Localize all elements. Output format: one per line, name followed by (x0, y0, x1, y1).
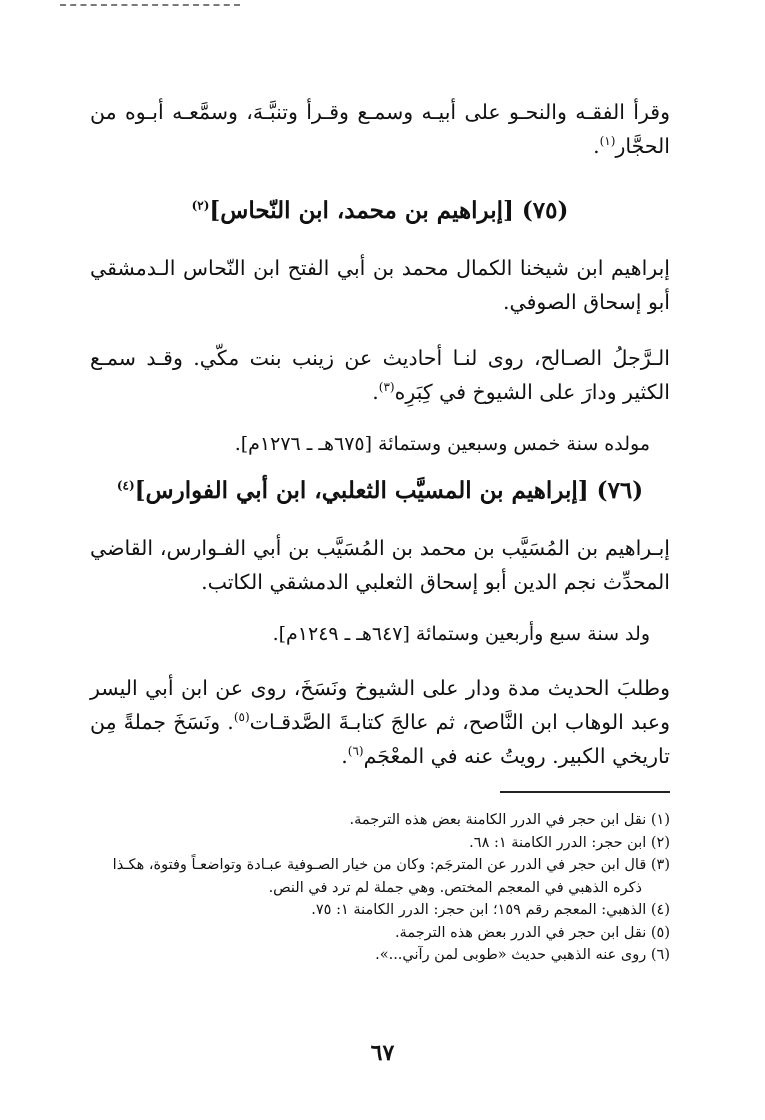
entry-76-bio-text-b: . ونَسَخَ جملةً مِن تاريخي الكبير. رويتُ عنه في المعْجَم (90, 710, 670, 768)
entry-75-birth: مولده سنة خمس وسبعين وستمائة [٦٧٥هـ ـ ١٢٧٦م]. (234, 433, 650, 455)
intro-paragraph (90, 95, 670, 163)
footnote-2: (٢) ابن حجر: الدرر الكامنة ١: ٦٨. (469, 834, 670, 851)
entry-76-bio-text-a: وطلبَ الحديث مدة ودار على الشيوخ ونَسَخَ، روى عن ابن أبي اليسر وعبد الوهاب ابن النَّاصح، ثم عالجَ كتابـةَ الصَّدقـات (90, 676, 670, 734)
intro-text: وقرأ الفقـه والنحـو على أبيـه وسمـع وقـرأ وتنبَّـهَ، وسمَّعـه أبـوه من الحجَّار (90, 100, 670, 158)
entry-75-title: (٧٥) [إبراهيم بن محمد، ابن النّحاس] (209, 197, 569, 224)
footnote-ref-1: (١) (599, 134, 616, 149)
page-body (90, 95, 670, 967)
footnote-ref-4: (٤) (116, 478, 135, 493)
page-number: ٦٧ (370, 1040, 395, 1066)
entry-75-bio-end: . (372, 380, 379, 404)
footnote-ref-2: (٢) (191, 198, 210, 213)
footnote-separator (500, 791, 670, 793)
footnote-ref-6: (٦) (347, 744, 364, 759)
intro-end: . (593, 134, 600, 158)
entry-76-bio-end: . (341, 744, 348, 768)
entry-76-title: (٧٦) [إبراهيم بن المسيَّب الثعلبي، ابن أبي الفوارس] (134, 477, 644, 504)
footnote-5: (٥) نقل ابن حجر في الدرر بعض هذه الترجمة. (394, 924, 670, 941)
entry-75-bio-paragraph (90, 341, 670, 409)
entry-76-bio-paragraph (90, 671, 670, 773)
footnote-6: (٦) روى عنه الذهبي حديث «طوبى لمن رآني...». (375, 947, 670, 963)
top-dashed-rule (60, 4, 240, 6)
entry-76-birth: ولد سنة سبع وأربعين وستمائة [٦٤٧هـ ـ ١٢٤٩م]. (272, 623, 650, 645)
entry-75-bio-text: الـرَّجلُ الصـالح، روى لنـا أحاديث عن زينب بنت مكّي. وقـد سمـع الكثير ودارَ على الشيوخ في كِبَرِه (90, 346, 670, 404)
entry-75-name-paragraph: إبراهيم ابن شيخنا الكمال محمد بن أبي الفتح ابن النّحاس الـدمشقي أبو إسحاق الصوفي. (90, 256, 670, 314)
footnote-3: (٣) قال ابن حجر في الدرر عن المترجَم: وكان من خيار الصـوفية عبـادة وتواضعـاً وفتوة، هكـذا (112, 857, 670, 873)
entry-76-name-paragraph: إبـراهيم بن المُسَيَّب بن محمد بن المُسَيَّب بن أبي الفـوارس، القاضي المحدِّث نجم الدين أبو إسحاق الثعلبي الدمشقي الكاتب. (90, 536, 670, 594)
footnote-4: (٤) الذهبي: المعجم رقم ١٥٩؛ ابن حجر: الدرر الكامنة ١: ٧٥. (311, 902, 670, 918)
footnote-ref-5: (٥) (233, 710, 250, 725)
footnote-1: (١) نقل ابن حجر في الدرر الكامنة بعض هذه الترجمة. (349, 812, 670, 828)
footnotes (90, 809, 670, 967)
footnote-3-continued: ذكره الذهبي في المعجم المختص. وهي جملة لم ترد في النص. (268, 879, 642, 896)
entry-75-heading (90, 193, 670, 229)
entry-76-heading (90, 473, 670, 509)
footnote-ref-3: (٣) (378, 380, 395, 395)
